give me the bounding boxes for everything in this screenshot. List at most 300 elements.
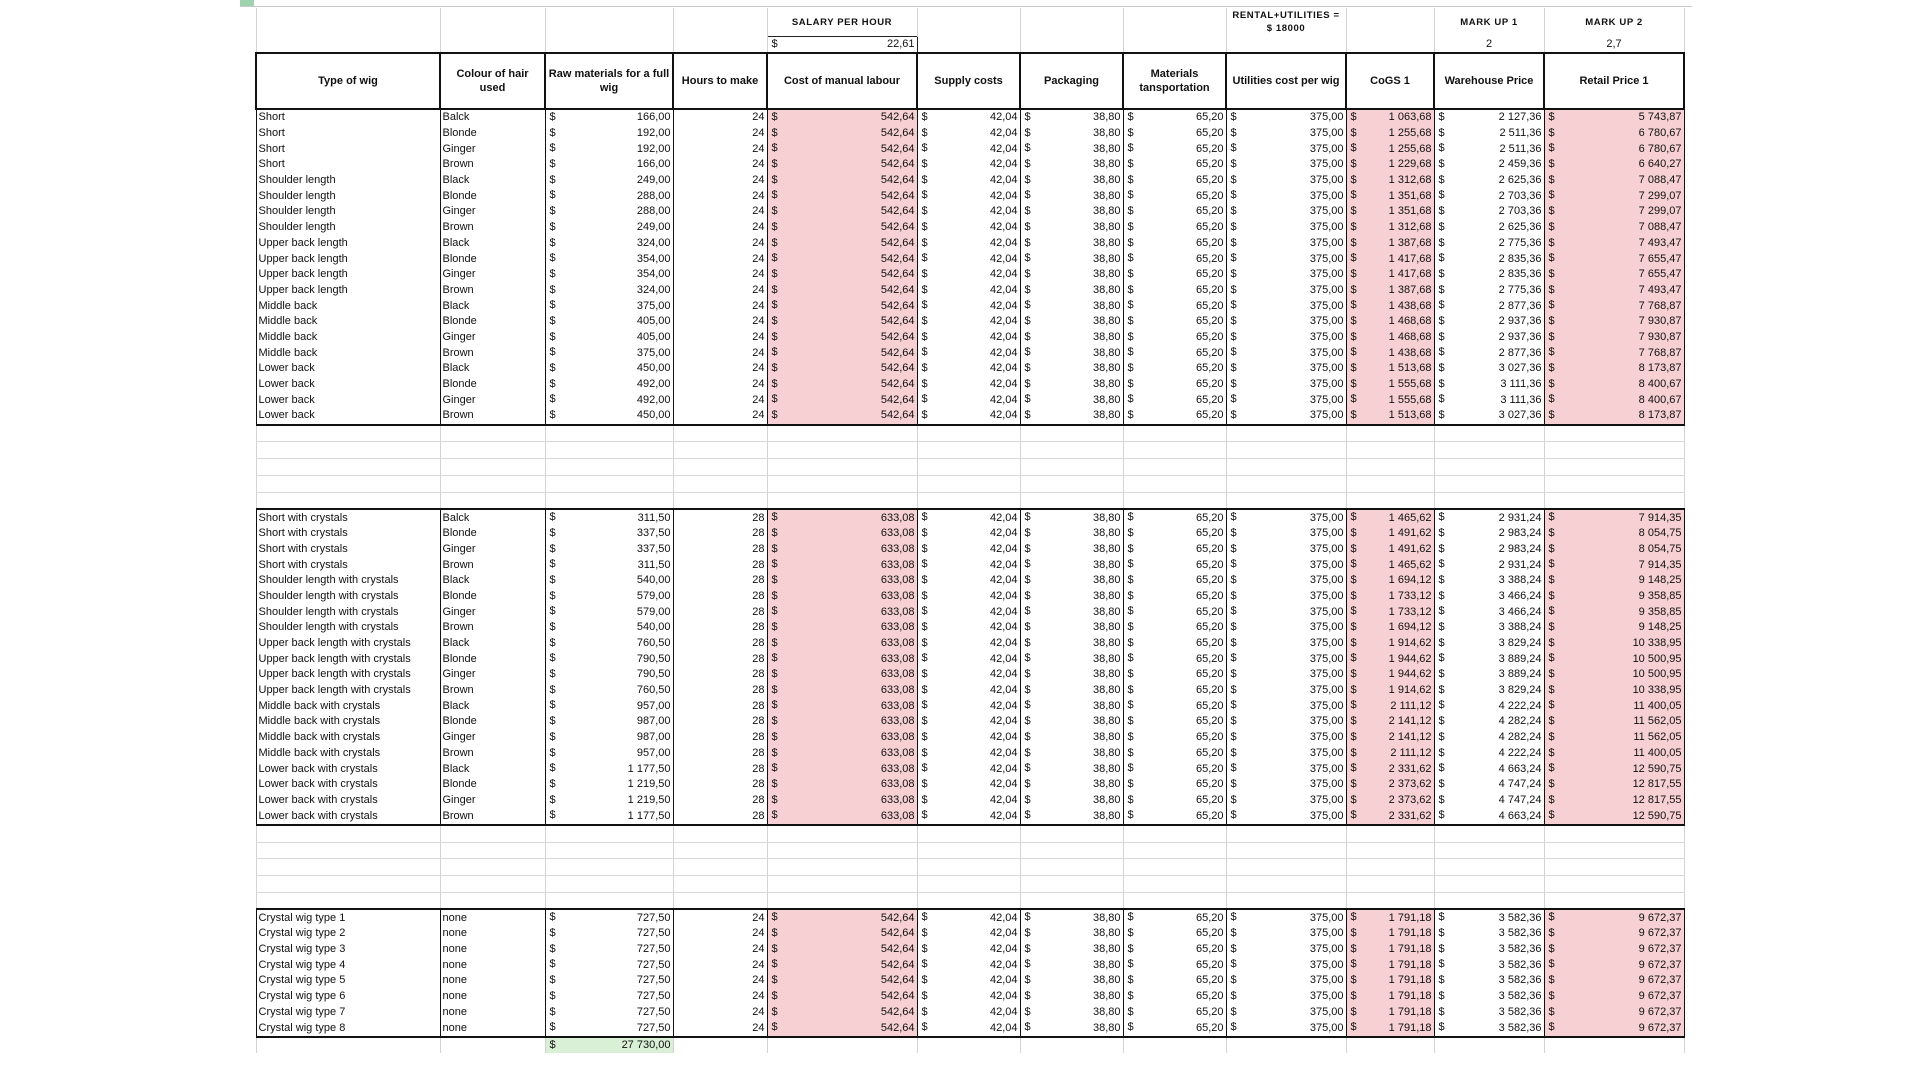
cell-raw-materials[interactable]	[545, 989, 673, 1005]
cell-retail-price1[interactable]	[1544, 157, 1684, 173]
cell-supply-costs[interactable]	[917, 392, 1020, 408]
cell-cogs1[interactable]	[1346, 377, 1434, 393]
cell-retail-price1[interactable]	[1544, 345, 1684, 361]
cell-retail-price1[interactable]	[1544, 526, 1684, 542]
cell-type-of-wig[interactable]: Lower back	[256, 392, 440, 408]
cell-cogs1[interactable]	[1346, 251, 1434, 267]
cell-raw-materials[interactable]	[545, 173, 673, 189]
cell-raw-materials[interactable]	[545, 761, 673, 777]
cell-hours-to-make[interactable]	[673, 361, 767, 377]
cell-retail-price1[interactable]	[1544, 283, 1684, 299]
cell-utilities-cost[interactable]	[1226, 408, 1346, 425]
cell-materials-transportation[interactable]	[1123, 377, 1226, 393]
cell-manual-labour[interactable]	[767, 236, 917, 252]
cell-materials-transportation[interactable]	[1123, 957, 1226, 973]
cell-colour-of-hair[interactable]: Blonde	[440, 714, 545, 730]
cell-type-of-wig[interactable]: Crystal wig type 4	[256, 957, 440, 973]
cell-type-of-wig[interactable]: Shoulder length	[256, 173, 440, 189]
cell-type-of-wig[interactable]: Middle back with crystals	[256, 746, 440, 762]
cell-retail-price1[interactable]	[1544, 604, 1684, 620]
cell-warehouse-price[interactable]	[1434, 667, 1544, 683]
cell-hours-to-make[interactable]	[673, 188, 767, 204]
cell-warehouse-price[interactable]	[1434, 636, 1544, 652]
cell-hours-to-make[interactable]	[673, 973, 767, 989]
cell-retail-price1[interactable]	[1544, 204, 1684, 220]
cell-cogs1[interactable]	[1346, 542, 1434, 558]
cell-hours-to-make[interactable]	[673, 283, 767, 299]
cell-warehouse-price[interactable]	[1434, 957, 1544, 973]
cell-colour-of-hair[interactable]: Ginger	[440, 730, 545, 746]
cell-hours-to-make[interactable]	[673, 392, 767, 408]
cell-manual-labour[interactable]	[767, 808, 917, 825]
cell-supply-costs[interactable]	[917, 408, 1020, 425]
cell-packaging[interactable]	[1020, 777, 1123, 793]
cell-packaging[interactable]	[1020, 1005, 1123, 1021]
cell-supply-costs[interactable]	[917, 777, 1020, 793]
cell-colour-of-hair[interactable]: Blonde	[440, 188, 545, 204]
cell-materials-transportation[interactable]	[1123, 157, 1226, 173]
cell-supply-costs[interactable]	[917, 957, 1020, 973]
cell-type-of-wig[interactable]: Short with crystals	[256, 526, 440, 542]
cell-type-of-wig[interactable]: Lower back with crystals	[256, 808, 440, 825]
cell-warehouse-price[interactable]	[1434, 526, 1544, 542]
cell-manual-labour[interactable]	[767, 126, 917, 142]
cell-utilities-cost[interactable]	[1226, 957, 1346, 973]
cell-type-of-wig[interactable]: Shoulder length with crystals	[256, 589, 440, 605]
cell-supply-costs[interactable]	[917, 714, 1020, 730]
cell-warehouse-price[interactable]	[1434, 989, 1544, 1005]
cell-materials-transportation[interactable]	[1123, 188, 1226, 204]
cell-hours-to-make[interactable]	[673, 314, 767, 330]
cell-type-of-wig[interactable]: Lower back	[256, 377, 440, 393]
cell-hours-to-make[interactable]	[673, 667, 767, 683]
cell-packaging[interactable]	[1020, 126, 1123, 142]
cell-packaging[interactable]	[1020, 408, 1123, 425]
cell-retail-price1[interactable]	[1544, 361, 1684, 377]
cell-supply-costs[interactable]	[917, 298, 1020, 314]
cell-utilities-cost[interactable]	[1226, 620, 1346, 636]
cell-type-of-wig[interactable]: Lower back with crystals	[256, 761, 440, 777]
cell-retail-price1[interactable]	[1544, 141, 1684, 157]
cell-raw-materials[interactable]	[545, 408, 673, 425]
cell-colour-of-hair[interactable]: Brown	[440, 683, 545, 699]
cell-type-of-wig[interactable]: Lower back	[256, 361, 440, 377]
cell-manual-labour[interactable]	[767, 509, 917, 526]
cell-hours-to-make[interactable]	[673, 509, 767, 526]
cell-cogs1[interactable]	[1346, 926, 1434, 942]
cell-colour-of-hair[interactable]: Brown	[440, 283, 545, 299]
cell-raw-materials[interactable]	[545, 283, 673, 299]
cell-cogs1[interactable]	[1346, 667, 1434, 683]
cell-packaging[interactable]	[1020, 526, 1123, 542]
cell-manual-labour[interactable]	[767, 604, 917, 620]
cell-raw-materials[interactable]	[545, 361, 673, 377]
cell-type-of-wig[interactable]: Middle back with crystals	[256, 714, 440, 730]
cell-utilities-cost[interactable]	[1226, 267, 1346, 283]
cell-supply-costs[interactable]	[917, 730, 1020, 746]
cell-manual-labour[interactable]	[767, 620, 917, 636]
cell-materials-transportation[interactable]	[1123, 1005, 1226, 1021]
cell-packaging[interactable]	[1020, 236, 1123, 252]
cell-materials-transportation[interactable]	[1123, 526, 1226, 542]
cell-utilities-cost[interactable]	[1226, 173, 1346, 189]
cell-utilities-cost[interactable]	[1226, 714, 1346, 730]
cell-raw-materials[interactable]	[545, 973, 673, 989]
cell-warehouse-price[interactable]	[1434, 345, 1544, 361]
cell-colour-of-hair[interactable]: none	[440, 942, 545, 958]
cell-hours-to-make[interactable]	[673, 989, 767, 1005]
cell-retail-price1[interactable]	[1544, 1005, 1684, 1021]
cell-raw-materials[interactable]	[545, 667, 673, 683]
cell-hours-to-make[interactable]	[673, 714, 767, 730]
cell-materials-transportation[interactable]	[1123, 542, 1226, 558]
cell-utilities-cost[interactable]	[1226, 730, 1346, 746]
cell-manual-labour[interactable]	[767, 557, 917, 573]
cell-utilities-cost[interactable]	[1226, 989, 1346, 1005]
cell-supply-costs[interactable]	[917, 361, 1020, 377]
cell-retail-price1[interactable]	[1544, 926, 1684, 942]
cell-retail-price1[interactable]	[1544, 761, 1684, 777]
header-colour-of-hair[interactable]: Colour of hair used	[440, 53, 545, 109]
cell-type-of-wig[interactable]: Lower back with crystals	[256, 777, 440, 793]
cell-colour-of-hair[interactable]: Black	[440, 173, 545, 189]
cell-supply-costs[interactable]	[917, 793, 1020, 809]
cell-supply-costs[interactable]	[917, 620, 1020, 636]
cell-type-of-wig[interactable]: Short with crystals	[256, 542, 440, 558]
cell-warehouse-price[interactable]	[1434, 298, 1544, 314]
cell-packaging[interactable]	[1020, 1020, 1123, 1037]
cell-manual-labour[interactable]	[767, 141, 917, 157]
cell-type-of-wig[interactable]: Shoulder length	[256, 220, 440, 236]
cell-cogs1[interactable]	[1346, 714, 1434, 730]
cell-retail-price1[interactable]	[1544, 267, 1684, 283]
cell-colour-of-hair[interactable]: Brown	[440, 746, 545, 762]
cell-utilities-cost[interactable]	[1226, 542, 1346, 558]
cell-materials-transportation[interactable]	[1123, 283, 1226, 299]
cell-warehouse-price[interactable]	[1434, 126, 1544, 142]
header-hours-to-make[interactable]: Hours to make	[673, 53, 767, 109]
cell-utilities-cost[interactable]	[1226, 220, 1346, 236]
cell-manual-labour[interactable]	[767, 777, 917, 793]
cell-retail-price1[interactable]	[1544, 377, 1684, 393]
cell-raw-materials[interactable]	[545, 957, 673, 973]
cell-utilities-cost[interactable]	[1226, 1020, 1346, 1037]
cell-manual-labour[interactable]	[767, 651, 917, 667]
cell-retail-price1[interactable]	[1544, 220, 1684, 236]
cell-utilities-cost[interactable]	[1226, 236, 1346, 252]
cell-manual-labour[interactable]	[767, 1020, 917, 1037]
cell-warehouse-price[interactable]	[1434, 793, 1544, 809]
cell-cogs1[interactable]	[1346, 604, 1434, 620]
cell-warehouse-price[interactable]	[1434, 573, 1544, 589]
cell-retail-price1[interactable]	[1544, 746, 1684, 762]
cell-warehouse-price[interactable]	[1434, 926, 1544, 942]
cell-packaging[interactable]	[1020, 746, 1123, 762]
cell-supply-costs[interactable]	[917, 667, 1020, 683]
cell-colour-of-hair[interactable]: Blonde	[440, 589, 545, 605]
cell-packaging[interactable]	[1020, 157, 1123, 173]
cell-supply-costs[interactable]	[917, 126, 1020, 142]
cell-retail-price1[interactable]	[1544, 509, 1684, 526]
cell-cogs1[interactable]	[1346, 526, 1434, 542]
cell-colour-of-hair[interactable]: Blonde	[440, 526, 545, 542]
cell-cogs1[interactable]	[1346, 509, 1434, 526]
cell-manual-labour[interactable]	[767, 730, 917, 746]
cell-utilities-cost[interactable]	[1226, 361, 1346, 377]
cell-type-of-wig[interactable]: Upper back length with crystals	[256, 636, 440, 652]
cell-colour-of-hair[interactable]: Blonde	[440, 251, 545, 267]
cell-manual-labour[interactable]	[767, 392, 917, 408]
cell-warehouse-price[interactable]	[1434, 408, 1544, 425]
header-manual-labour[interactable]: Cost of manual labour	[767, 53, 917, 109]
cell-supply-costs[interactable]	[917, 109, 1020, 126]
cell-packaging[interactable]	[1020, 667, 1123, 683]
cell-warehouse-price[interactable]	[1434, 314, 1544, 330]
cell-raw-materials[interactable]	[545, 251, 673, 267]
cell-type-of-wig[interactable]: Middle back with crystals	[256, 730, 440, 746]
cell-retail-price1[interactable]	[1544, 683, 1684, 699]
cell-colour-of-hair[interactable]: Ginger	[440, 793, 545, 809]
cell-packaging[interactable]	[1020, 989, 1123, 1005]
cell-manual-labour[interactable]	[767, 251, 917, 267]
cell-utilities-cost[interactable]	[1226, 557, 1346, 573]
cell-retail-price1[interactable]	[1544, 620, 1684, 636]
cell-packaging[interactable]	[1020, 314, 1123, 330]
cell-colour-of-hair[interactable]: Ginger	[440, 604, 545, 620]
cell-materials-transportation[interactable]	[1123, 589, 1226, 605]
cell-materials-transportation[interactable]	[1123, 604, 1226, 620]
cell-utilities-cost[interactable]	[1226, 651, 1346, 667]
cell-hours-to-make[interactable]	[673, 651, 767, 667]
cell-cogs1[interactable]	[1346, 236, 1434, 252]
cell-materials-transportation[interactable]	[1123, 651, 1226, 667]
cell-utilities-cost[interactable]	[1226, 793, 1346, 809]
cell-manual-labour[interactable]	[767, 714, 917, 730]
cell-packaging[interactable]	[1020, 141, 1123, 157]
cell-supply-costs[interactable]	[917, 236, 1020, 252]
cell-colour-of-hair[interactable]: none	[440, 926, 545, 942]
cell-materials-transportation[interactable]	[1123, 909, 1226, 926]
cell-retail-price1[interactable]	[1544, 730, 1684, 746]
cell-manual-labour[interactable]	[767, 345, 917, 361]
cell-warehouse-price[interactable]	[1434, 173, 1544, 189]
cell-utilities-cost[interactable]	[1226, 392, 1346, 408]
cell-colour-of-hair[interactable]: Black	[440, 573, 545, 589]
cell-supply-costs[interactable]	[917, 330, 1020, 346]
cell-manual-labour[interactable]	[767, 957, 917, 973]
cell-utilities-cost[interactable]	[1226, 973, 1346, 989]
cell-supply-costs[interactable]	[917, 1020, 1020, 1037]
cell-retail-price1[interactable]	[1544, 236, 1684, 252]
cell-materials-transportation[interactable]	[1123, 141, 1226, 157]
cell-type-of-wig[interactable]: Upper back length	[256, 236, 440, 252]
cell-hours-to-make[interactable]	[673, 808, 767, 825]
cell-hours-to-make[interactable]	[673, 526, 767, 542]
cell-hours-to-make[interactable]	[673, 620, 767, 636]
cell-colour-of-hair[interactable]: Brown	[440, 620, 545, 636]
cell-warehouse-price[interactable]	[1434, 283, 1544, 299]
cell-packaging[interactable]	[1020, 730, 1123, 746]
cell-supply-costs[interactable]	[917, 188, 1020, 204]
cell-packaging[interactable]	[1020, 298, 1123, 314]
cell-colour-of-hair[interactable]: Ginger	[440, 267, 545, 283]
cell-warehouse-price[interactable]	[1434, 942, 1544, 958]
cell-packaging[interactable]	[1020, 220, 1123, 236]
cell-packaging[interactable]	[1020, 636, 1123, 652]
cell-supply-costs[interactable]	[917, 808, 1020, 825]
cell-packaging[interactable]	[1020, 957, 1123, 973]
cell-supply-costs[interactable]	[917, 573, 1020, 589]
cell-colour-of-hair[interactable]: none	[440, 989, 545, 1005]
cell-supply-costs[interactable]	[917, 157, 1020, 173]
cell-warehouse-price[interactable]	[1434, 509, 1544, 526]
cell-materials-transportation[interactable]	[1123, 636, 1226, 652]
cell-retail-price1[interactable]	[1544, 698, 1684, 714]
cell-warehouse-price[interactable]	[1434, 589, 1544, 605]
cell-raw-materials[interactable]	[545, 746, 673, 762]
cell-materials-transportation[interactable]	[1123, 808, 1226, 825]
cell-materials-transportation[interactable]	[1123, 109, 1226, 126]
cell-retail-price1[interactable]	[1544, 298, 1684, 314]
cell-utilities-cost[interactable]	[1226, 126, 1346, 142]
cell-hours-to-make[interactable]	[673, 204, 767, 220]
cell-raw-materials[interactable]	[545, 141, 673, 157]
cell-colour-of-hair[interactable]: Ginger	[440, 392, 545, 408]
cell-raw-materials[interactable]	[545, 777, 673, 793]
cell-utilities-cost[interactable]	[1226, 141, 1346, 157]
raw-materials-total-cell[interactable]	[545, 1037, 673, 1053]
cell-cogs1[interactable]	[1346, 141, 1434, 157]
cell-colour-of-hair[interactable]: none	[440, 909, 545, 926]
cell-packaging[interactable]	[1020, 973, 1123, 989]
cell-retail-price1[interactable]	[1544, 1020, 1684, 1037]
header-raw-materials[interactable]: Raw materials for a full wig	[545, 53, 673, 109]
salary-per-hour-cell[interactable]: $ 22,61	[767, 37, 917, 54]
cell-cogs1[interactable]	[1346, 620, 1434, 636]
cell-cogs1[interactable]	[1346, 408, 1434, 425]
cell-materials-transportation[interactable]	[1123, 793, 1226, 809]
cell-materials-transportation[interactable]	[1123, 392, 1226, 408]
cell-manual-labour[interactable]	[767, 526, 917, 542]
cell-manual-labour[interactable]	[767, 973, 917, 989]
cell-materials-transportation[interactable]	[1123, 973, 1226, 989]
cell-cogs1[interactable]	[1346, 909, 1434, 926]
cell-hours-to-make[interactable]	[673, 330, 767, 346]
cell-supply-costs[interactable]	[917, 542, 1020, 558]
cell-materials-transportation[interactable]	[1123, 220, 1226, 236]
markup2-label[interactable]: MARK UP 2	[1544, 8, 1684, 37]
cell-retail-price1[interactable]	[1544, 973, 1684, 989]
cell-hours-to-make[interactable]	[673, 1005, 767, 1021]
cell-warehouse-price[interactable]	[1434, 251, 1544, 267]
cell-packaging[interactable]	[1020, 361, 1123, 377]
cell-manual-labour[interactable]	[767, 283, 917, 299]
cell-raw-materials[interactable]	[545, 330, 673, 346]
cell-packaging[interactable]	[1020, 683, 1123, 699]
cell-cogs1[interactable]	[1346, 730, 1434, 746]
cell-cogs1[interactable]	[1346, 777, 1434, 793]
cell-hours-to-make[interactable]	[673, 126, 767, 142]
cell-cogs1[interactable]	[1346, 942, 1434, 958]
cell-manual-labour[interactable]	[767, 267, 917, 283]
cell-packaging[interactable]	[1020, 557, 1123, 573]
cell-cogs1[interactable]	[1346, 589, 1434, 605]
cell-materials-transportation[interactable]	[1123, 314, 1226, 330]
cell-cogs1[interactable]	[1346, 808, 1434, 825]
cell-type-of-wig[interactable]: Crystal wig type 8	[256, 1020, 440, 1037]
cell-cogs1[interactable]	[1346, 698, 1434, 714]
cell-materials-transportation[interactable]	[1123, 267, 1226, 283]
cell-type-of-wig[interactable]: Short with crystals	[256, 557, 440, 573]
cell-colour-of-hair[interactable]: Ginger	[440, 667, 545, 683]
cell-cogs1[interactable]	[1346, 1005, 1434, 1021]
cell-packaging[interactable]	[1020, 761, 1123, 777]
cell-supply-costs[interactable]	[917, 509, 1020, 526]
cell-type-of-wig[interactable]: Crystal wig type 7	[256, 1005, 440, 1021]
header-packaging[interactable]: Packaging	[1020, 53, 1123, 109]
cell-utilities-cost[interactable]	[1226, 526, 1346, 542]
cell-manual-labour[interactable]	[767, 636, 917, 652]
cell-hours-to-make[interactable]	[673, 251, 767, 267]
cell-retail-price1[interactable]	[1544, 314, 1684, 330]
cell-raw-materials[interactable]	[545, 126, 673, 142]
cell-supply-costs[interactable]	[917, 746, 1020, 762]
cell-utilities-cost[interactable]	[1226, 1005, 1346, 1021]
cell-hours-to-make[interactable]	[673, 793, 767, 809]
cell-raw-materials[interactable]	[545, 236, 673, 252]
cell-supply-costs[interactable]	[917, 526, 1020, 542]
cell-raw-materials[interactable]	[545, 298, 673, 314]
cell-warehouse-price[interactable]	[1434, 188, 1544, 204]
cell-colour-of-hair[interactable]: Ginger	[440, 141, 545, 157]
cell-cogs1[interactable]	[1346, 957, 1434, 973]
cell-materials-transportation[interactable]	[1123, 361, 1226, 377]
cell-materials-transportation[interactable]	[1123, 667, 1226, 683]
cell-raw-materials[interactable]	[545, 698, 673, 714]
cell-warehouse-price[interactable]	[1434, 236, 1544, 252]
cell-utilities-cost[interactable]	[1226, 109, 1346, 126]
cell-packaging[interactable]	[1020, 188, 1123, 204]
cell-warehouse-price[interactable]	[1434, 746, 1544, 762]
cell-raw-materials[interactable]	[545, 542, 673, 558]
cell-utilities-cost[interactable]	[1226, 604, 1346, 620]
cell-materials-transportation[interactable]	[1123, 761, 1226, 777]
cell-manual-labour[interactable]	[767, 109, 917, 126]
cell-retail-price1[interactable]	[1544, 173, 1684, 189]
cell-supply-costs[interactable]	[917, 589, 1020, 605]
cell-retail-price1[interactable]	[1544, 793, 1684, 809]
cell-warehouse-price[interactable]	[1434, 1005, 1544, 1021]
cell-utilities-cost[interactable]	[1226, 283, 1346, 299]
cell-warehouse-price[interactable]	[1434, 714, 1544, 730]
cell-type-of-wig[interactable]: Lower back with crystals	[256, 793, 440, 809]
cell-colour-of-hair[interactable]: Brown	[440, 220, 545, 236]
cell-warehouse-price[interactable]	[1434, 1020, 1544, 1037]
cell-warehouse-price[interactable]	[1434, 557, 1544, 573]
cell-manual-labour[interactable]	[767, 667, 917, 683]
cell-manual-labour[interactable]	[767, 298, 917, 314]
cell-packaging[interactable]	[1020, 267, 1123, 283]
cell-hours-to-make[interactable]	[673, 777, 767, 793]
cell-raw-materials[interactable]	[545, 683, 673, 699]
cell-utilities-cost[interactable]	[1226, 777, 1346, 793]
cell-materials-transportation[interactable]	[1123, 942, 1226, 958]
header-utilities-cost[interactable]: Utilities cost per wig	[1226, 53, 1346, 109]
cell-utilities-cost[interactable]	[1226, 698, 1346, 714]
cell-warehouse-price[interactable]	[1434, 698, 1544, 714]
cell-manual-labour[interactable]	[767, 220, 917, 236]
cell-materials-transportation[interactable]	[1123, 557, 1226, 573]
